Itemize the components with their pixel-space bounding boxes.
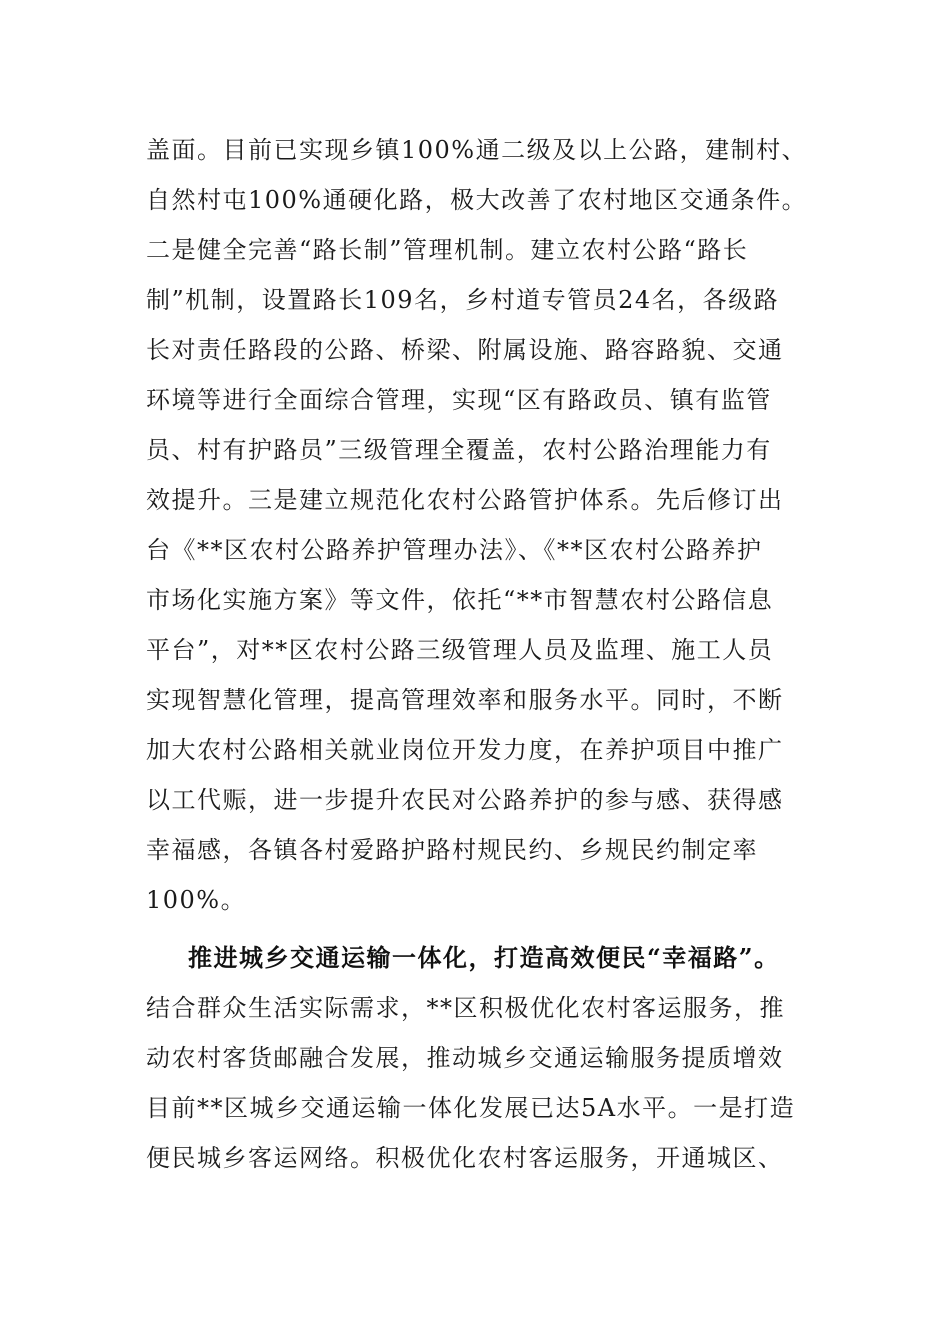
- paragraph-line: 盖面。目前已实现乡镇100%通二级及以上公路，建制村、: [146, 136, 808, 164]
- paragraph-line: 动农村客货邮融合发展，推动城乡交通运输服务提质增效: [146, 1044, 784, 1072]
- paragraph-line: 长对责任路段的公路、桥梁、附属设施、路容路貌、交通: [146, 336, 784, 364]
- paragraph-line: 效提升。三是建立规范化农村公路管护体系。先后修订出: [146, 486, 784, 514]
- paragraph-line: 幸福感，各镇各村爱路护路村规民约、乡规民约制定率: [146, 836, 758, 864]
- paragraph-line: 台《**区农村公路养护管理办法》、《**区农村公路养护: [146, 536, 763, 564]
- paragraph-line: 市场化实施方案》等文件，依托“**市智慧农村公路信息: [146, 586, 774, 614]
- paragraph-line: 二是健全完善“路长制”管理机制。建立农村公路“路长: [146, 236, 749, 264]
- paragraph-line: 加大农村公路相关就业岗位开发力度，在养护项目中推广: [146, 736, 784, 764]
- paragraph-line: 员、村有护路员”三级管理全覆盖，农村公路治理能力有: [146, 436, 772, 464]
- paragraph-line: 以工代赈，进一步提升农民对公路养护的参与感、获得感: [146, 786, 784, 814]
- paragraph-line: 自然村屯100%通硬化路，极大改善了农村地区交通条件。: [146, 186, 808, 214]
- paragraph-line: 目前**区城乡交通运输一体化发展已达5A水平。一是打造: [146, 1094, 796, 1122]
- paragraph-line: 制”机制，设置路长109名，乡村道专管员24名，各级路: [146, 286, 780, 314]
- paragraph-line: 便民城乡客运网络。积极优化农村客运服务，开通城区、: [146, 1144, 784, 1172]
- paragraph-line: 平台”，对**区农村公路三级管理人员及监理、施工人员: [146, 636, 774, 664]
- section-heading: 推进城乡交通运输一体化，打造高效便民“幸福路”。: [188, 943, 780, 972]
- paragraph-line: 环境等进行全面综合管理，实现“区有路政员、镇有监管: [146, 386, 772, 414]
- paragraph-line: 实现智慧化管理，提高管理效率和服务水平。同时，不断: [146, 686, 784, 714]
- paragraph-line: 结合群众生活实际需求，**区积极优化农村客运服务，推: [146, 994, 785, 1022]
- paragraph-line: 100%。: [146, 886, 247, 914]
